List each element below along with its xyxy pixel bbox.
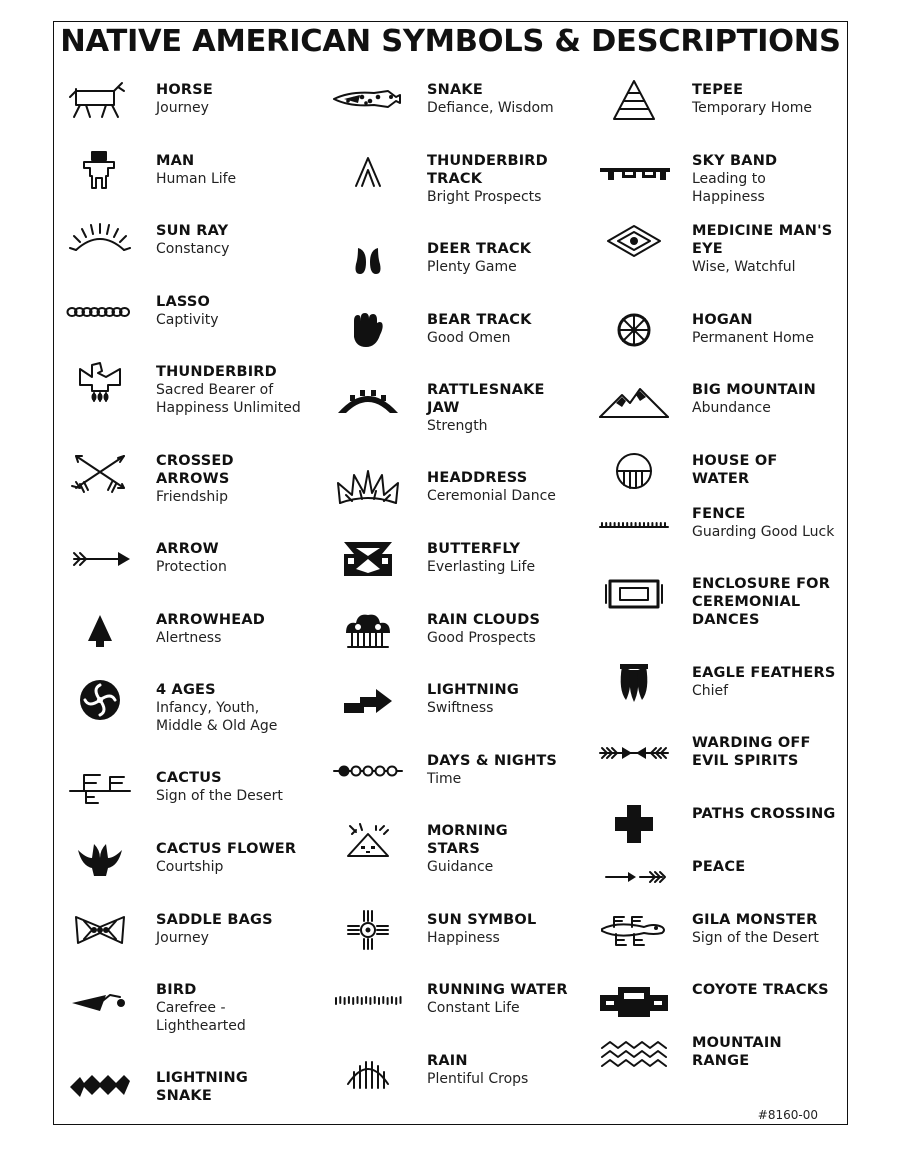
symbol-meaning: Sacred Bearer of Happiness Unlimited <box>156 382 301 416</box>
symbol-name: ARROW <box>156 541 219 557</box>
symbol-name: HOUSE OF WATER <box>692 453 778 487</box>
symbol-meaning: Ceremonial Dance <box>427 488 556 504</box>
symbol-text <box>427 540 535 576</box>
symbol-meaning: Plenty Game <box>427 259 517 275</box>
symbol-text <box>156 769 283 805</box>
symbol-text <box>156 681 277 735</box>
symbol-name: BEAR TRACK <box>427 312 532 328</box>
symbol-meaning: Captivity <box>156 312 219 328</box>
deer-track-icon <box>330 236 406 282</box>
symbol-text <box>156 222 229 258</box>
symbol-meaning: Courtship <box>156 859 224 875</box>
symbol-text <box>692 734 811 770</box>
product-code: #8160-00 <box>757 1108 818 1122</box>
symbol-name: RAIN CLOUDS <box>427 612 541 628</box>
symbol-meaning: Defiance, Wisdom <box>427 100 554 116</box>
symbol-name: RUNNING WATER <box>427 982 568 998</box>
symbol-text <box>156 981 246 1035</box>
symbol-text <box>692 152 836 206</box>
lasso-icon <box>62 289 138 335</box>
symbol-text <box>156 540 227 576</box>
saddle-bags-icon <box>62 907 138 953</box>
symbol-meaning: Guidance <box>427 859 494 875</box>
symbol-name: BIG MOUNTAIN <box>692 382 816 398</box>
mountain-range-icon <box>596 1030 672 1076</box>
running-water-icon <box>330 977 406 1023</box>
days-nights-icon <box>330 748 406 794</box>
symbol-name: GILA MONSTER <box>692 912 818 928</box>
symbol-text <box>692 664 835 700</box>
symbol-meaning: Sign of the Desert <box>692 930 819 946</box>
symbol-meaning: Guarding Good Luck <box>692 524 835 540</box>
symbol-name: THUNDERBIRD <box>156 364 277 380</box>
symbol-meaning: Protection <box>156 559 227 575</box>
snake-icon <box>330 77 406 123</box>
symbol-name: ENCLOSURE FOR CEREMONIAL DANCES <box>692 576 831 628</box>
symbol-name: CACTUS FLOWER <box>156 841 297 857</box>
symbol-text <box>427 911 536 947</box>
symbol-name: HEADDRESS <box>427 470 528 486</box>
symbol-meaning: Happiness <box>427 930 500 946</box>
symbol-name: ARROWHEAD <box>156 612 265 628</box>
symbol-name: COYOTE TRACKS <box>692 982 829 998</box>
symbol-text <box>156 840 296 876</box>
cactus-flower-icon <box>62 836 138 882</box>
symbol-name: DEER TRACK <box>427 241 532 257</box>
butterfly-icon <box>330 536 406 582</box>
cactus-icon <box>62 765 138 811</box>
symbol-name: SUN SYMBOL <box>427 912 537 928</box>
symbol-name: CACTUS <box>156 770 222 786</box>
symbol-meaning: Everlasting Life <box>427 559 536 575</box>
lightning-icon <box>330 677 406 723</box>
symbol-text <box>427 311 532 347</box>
symbol-name: SNAKE <box>427 82 483 98</box>
symbol-text <box>692 381 816 417</box>
symbol-meaning: Good Omen <box>427 330 511 346</box>
symbol-meaning: Wise, Watchful <box>692 259 796 275</box>
symbol-text <box>156 293 219 329</box>
crossed-arrows-icon <box>62 448 138 494</box>
rain-icon <box>330 1048 406 1094</box>
symbol-text <box>427 152 548 206</box>
symbol-name: LIGHTNING <box>427 682 519 698</box>
symbol-meaning: Infancy, Youth, Middle & Old Age <box>156 700 278 734</box>
fence-icon <box>596 501 672 547</box>
symbol-name: CROSSED ARROWS <box>156 453 234 487</box>
symbol-text <box>427 240 531 276</box>
warding-off-icon <box>596 730 672 776</box>
symbol-meaning: Alertness <box>156 630 222 646</box>
tepee-icon <box>596 77 672 123</box>
symbol-meaning: Swiftness <box>427 700 494 716</box>
rattlesnake-jaw-icon <box>330 377 406 423</box>
symbol-text <box>156 363 301 417</box>
symbol-text <box>156 152 236 188</box>
symbol-text <box>427 822 508 876</box>
symbol-text <box>427 469 556 505</box>
symbol-name: RAIN <box>427 1053 468 1069</box>
lightning-snake-icon <box>62 1065 138 1111</box>
symbol-name: SADDLE BAGS <box>156 912 273 928</box>
headdress-icon <box>330 465 406 511</box>
symbol-text <box>427 381 545 435</box>
symbol-meaning: Journey <box>156 100 209 116</box>
symbol-meaning: Constancy <box>156 241 230 257</box>
symbol-text <box>692 452 836 488</box>
symbol-meaning: Journey <box>156 930 209 946</box>
sun-symbol-icon <box>330 907 406 953</box>
arrow-icon <box>62 536 138 582</box>
symbol-name: BIRD <box>156 982 197 998</box>
symbol-text <box>692 805 836 823</box>
sky-band-icon <box>596 148 672 194</box>
symbol-text <box>692 1034 782 1070</box>
symbol-name: MOUNTAIN RANGE <box>692 1035 782 1069</box>
symbol-meaning: Abundance <box>692 400 771 416</box>
eagle-feathers-icon <box>596 660 672 706</box>
symbol-meaning: Carefree - Lighthearted <box>156 1000 246 1034</box>
symbol-name: PEACE <box>692 859 746 875</box>
peace-icon <box>596 854 672 900</box>
symbol-name: MAN <box>156 153 195 169</box>
house-of-water-icon <box>596 448 672 494</box>
symbol-text <box>692 505 834 541</box>
symbol-name: WARDING OFF EVIL SPIRITS <box>692 735 811 769</box>
symbol-name: PATHS CROSSING <box>692 806 836 822</box>
symbol-meaning: Temporary Home <box>692 100 813 116</box>
symbol-text <box>692 575 830 629</box>
symbol-text <box>427 981 568 1017</box>
symbol-text <box>692 981 829 999</box>
symbol-meaning: Good Prospects <box>427 630 536 646</box>
medicine-mans-eye-icon <box>596 218 672 264</box>
symbol-text <box>692 911 819 947</box>
symbol-name: TEPEE <box>692 82 744 98</box>
symbol-name: SKY BAND <box>692 153 778 169</box>
symbol-text <box>427 81 554 117</box>
symbol-meaning: Time <box>427 771 462 787</box>
thunderbird-track-icon <box>330 148 406 194</box>
symbol-name: FENCE <box>692 506 746 522</box>
symbol-text <box>692 858 745 876</box>
symbol-text <box>692 222 832 276</box>
man-icon <box>62 148 138 194</box>
symbol-text <box>427 611 540 647</box>
sun-ray-icon <box>62 218 138 264</box>
symbol-text <box>156 1069 248 1105</box>
symbol-meaning: Constant Life <box>427 1000 520 1016</box>
symbol-name: THUNDERBIRD TRACK <box>427 153 548 187</box>
symbol-meaning: Leading to Happiness <box>692 171 766 205</box>
symbol-meaning: Friendship <box>156 489 228 505</box>
coyote-tracks-icon <box>596 977 672 1023</box>
gila-monster-icon <box>596 907 672 953</box>
page-title: NATIVE AMERICAN SYMBOLS & DESCRIPTIONS <box>60 24 841 59</box>
symbol-name: LASSO <box>156 294 211 310</box>
horse-icon <box>62 77 138 123</box>
symbol-meaning: Chief <box>692 683 729 699</box>
symbol-meaning: Bright Prospects <box>427 189 542 205</box>
symbol-name: MORNING STARS <box>427 823 508 857</box>
symbol-meaning: Sign of the Desert <box>156 788 283 804</box>
symbol-text <box>156 911 273 947</box>
symbol-text <box>692 311 814 347</box>
symbol-text <box>427 752 557 788</box>
symbol-name: DAYS & NIGHTS <box>427 753 558 769</box>
arrowhead-icon <box>62 607 138 653</box>
symbol-meaning: Human Life <box>156 171 237 187</box>
symbol-name: BUTTERFLY <box>427 541 521 557</box>
symbol-name: HORSE <box>156 82 213 98</box>
symbol-text <box>156 611 265 647</box>
symbol-text <box>156 452 234 506</box>
hogan-icon <box>596 307 672 353</box>
symbol-text <box>156 81 213 117</box>
rain-clouds-icon <box>330 607 406 653</box>
symbol-meaning: Strength <box>427 418 488 434</box>
symbol-name: SUN RAY <box>156 223 229 239</box>
symbol-meaning: Permanent Home <box>692 330 814 346</box>
paths-crossing-icon <box>596 801 672 847</box>
enclosure-icon <box>596 571 672 617</box>
thunderbird-icon <box>62 359 138 405</box>
symbol-name: LIGHTNING SNAKE <box>156 1070 248 1104</box>
symbol-name: RATTLESNAKE JAW <box>427 382 545 416</box>
symbol-meaning: Plentiful Crops <box>427 1071 529 1087</box>
big-mountain-icon <box>596 377 672 423</box>
morning-stars-icon <box>330 818 406 864</box>
symbol-name: 4 AGES <box>156 682 216 698</box>
symbol-text <box>427 1052 528 1088</box>
bird-icon <box>62 977 138 1023</box>
bear-track-icon <box>330 307 406 353</box>
four-ages-icon <box>62 677 138 723</box>
symbol-name: MEDICINE MAN'S EYE <box>692 223 833 257</box>
symbol-text <box>427 681 519 717</box>
symbol-name: EAGLE FEATHERS <box>692 665 836 681</box>
symbol-name: HOGAN <box>692 312 753 328</box>
symbol-text <box>692 81 812 117</box>
